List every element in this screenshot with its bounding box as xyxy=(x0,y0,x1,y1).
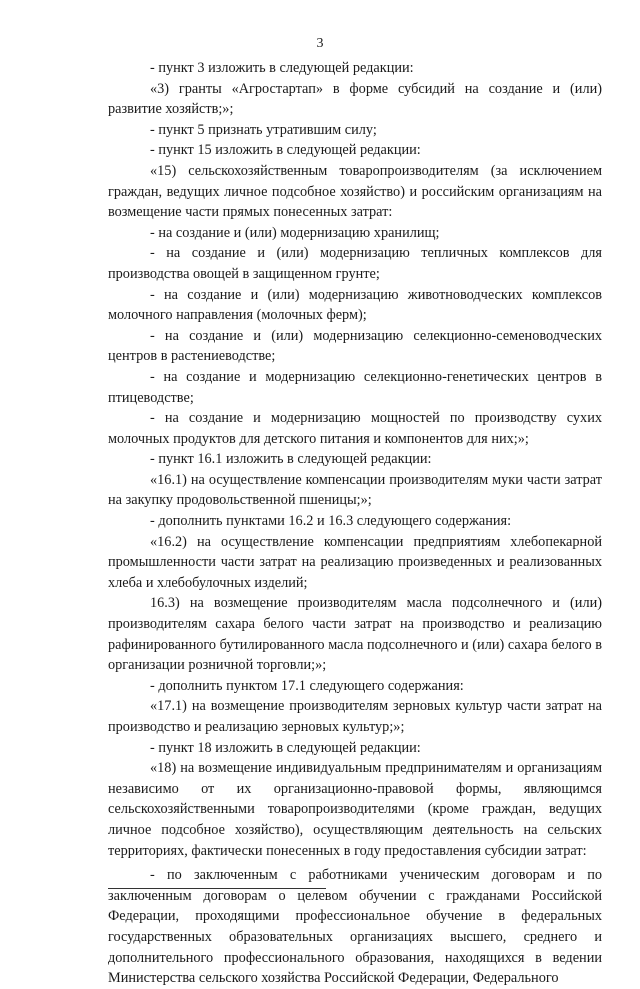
paragraph: - дополнить пунктами 16.2 и 16.3 следующего содержания: xyxy=(150,513,512,530)
paragraph: 16.3) на возмещение производителям масла подсолнечного и (или) производителям сахара белого части затрат на производство и реализацию рафинированного бутилированного масла подсолнечного и (или) сахара белого в организации розничной торговли;»; xyxy=(108,595,602,674)
paragraph: - на создание и (или) модернизацию тепличных комплексов для производства овощей в защищенном грунте; xyxy=(108,245,602,282)
paragraph: - пункт 5 признать утратившим силу; xyxy=(150,121,377,138)
paragraph: - по заключенным с работниками ученическим договорам и по заключенным договорам о целевом обучении с гражданами Российской Федерации, проходящими профессиональное обучение в федеральных государственных образовательных организациях высшего, среднего и дополнительного профессионального образования, находящихся в ведении Министерства сельского хозяйства Российской Федерации, Федерального xyxy=(108,867,602,987)
document-body xyxy=(108,58,602,989)
paragraph: - на создание и (или) модернизацию селекционно-семеноводческих центров в растениеводстве; xyxy=(108,327,602,365)
footnote-divider xyxy=(108,888,326,889)
paragraph: - пункт 16.1 изложить в следующей редакции: xyxy=(150,451,432,468)
paragraph: «17.1) на возмещение производителям зерновых культур части затрат на производство и реализацию зерновых культур;»; xyxy=(108,698,602,735)
page-number: 3 xyxy=(316,36,324,51)
paragraph: - на создание и (или) модернизацию животноводческих комплексов молочного направления (молочных ферм); xyxy=(108,286,602,324)
paragraph: «3) гранты «Агростартап» в форме субсидий на создание и (или) развитие хозяйств;»; xyxy=(108,80,602,118)
paragraph: - дополнить пунктом 17.1 следующего содержания: xyxy=(150,677,464,694)
paragraph: - на создание и (или) модернизацию хранилищ; xyxy=(150,224,440,241)
paragraph: «15) сельскохозяйственным товаропроизводителям (за исключением граждан, ведущих личное подсобное хозяйство) и российским организациям на возмещение части прямых понесенных затрат: xyxy=(108,162,602,221)
paragraph: «16.1) на осуществление компенсации производителям муки части затрат на закупку продовольственной пшеницы;»; xyxy=(108,471,602,509)
paragraph: - на создание и модернизацию селекционно-генетических центров в птицеводстве; xyxy=(108,368,602,406)
paragraph: «18) на возмещение индивидуальным предпринимателям и организациям независимо от их организационно-правовой формы, являющимся сельскохозяйственными товаропроизводителями (кроме граждан, ведущих личное подсобное хозяйство), осуществляющим деятельность на сельских территориях, фактически понесенных в году предоставления субсидии затрат: xyxy=(108,760,602,859)
paragraph: «16.2) на осуществление компенсации предприятиям хлебопекарной промышленности части затрат на реализацию произведенных и реализованных хлеба и хлебобулочных изделий; xyxy=(108,533,602,591)
paragraph: - пункт 15 изложить в следующей редакции: xyxy=(150,142,421,159)
paragraph: - на создание и модернизацию мощностей по производству сухих молочных продуктов для детского питания и компонентов для них;»; xyxy=(108,410,602,447)
paragraph: - пункт 18 изложить в следующей редакции: xyxy=(150,739,421,756)
paragraph: - пункт 3 изложить в следующей редакции: xyxy=(150,60,414,76)
